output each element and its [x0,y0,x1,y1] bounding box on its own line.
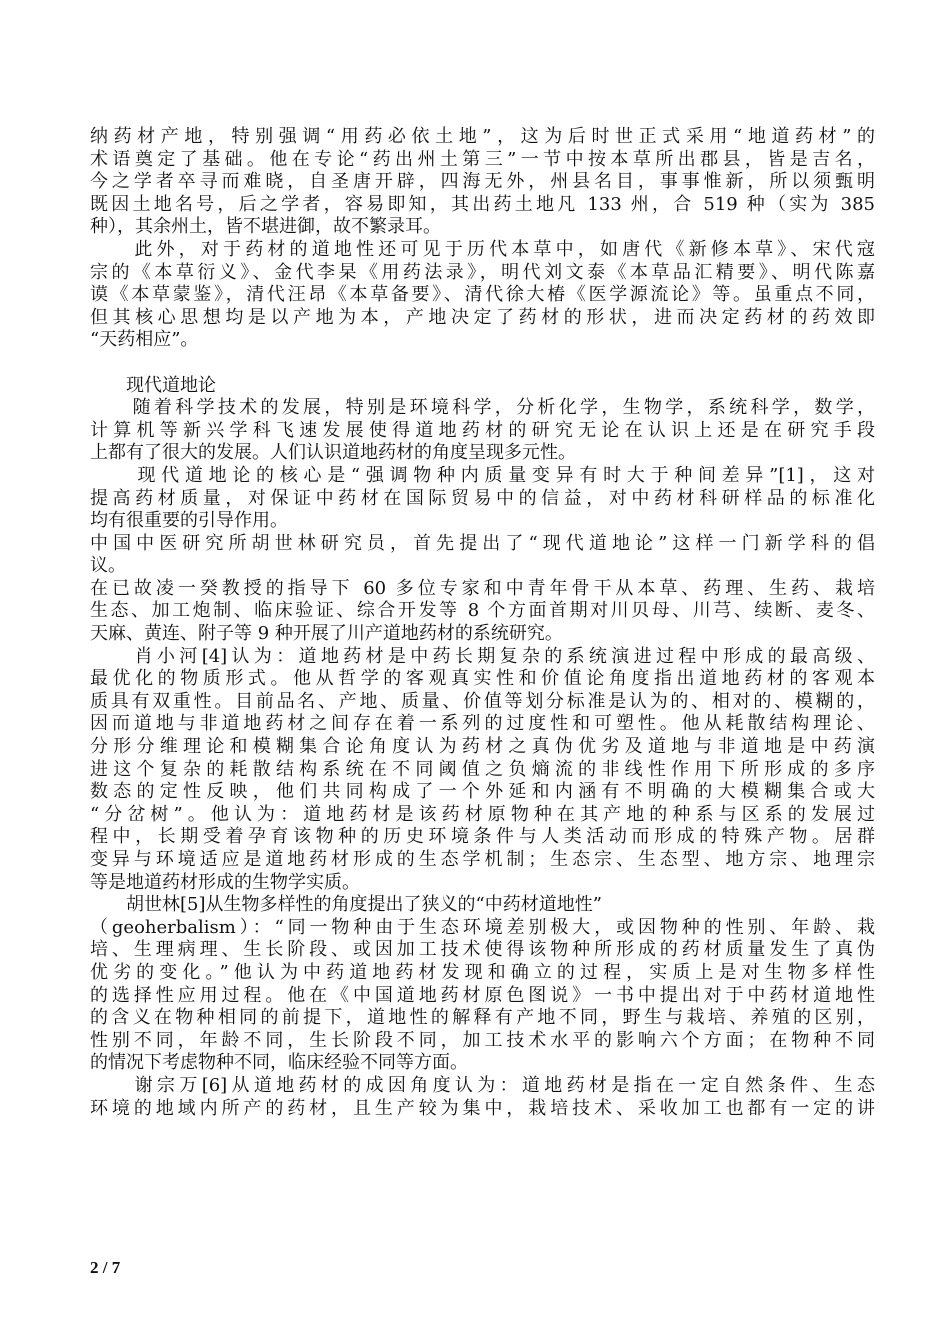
text-line: 程中，长期受着孕育该物种的历史环境条件与人类活动而形成的特殊产物。居群 [90,826,875,848]
text-line: 均有很重要的引导作用。 [90,510,288,532]
text-line: “分岔树”。他认为：道地药材是该药材原物种在其产地的种系与区系的发展过 [90,803,875,825]
text-line: 培、生理病理、生长阶段、或因加工技术使得该物种所形成的药材质量发生了真伪 [90,939,875,961]
text-line: 种），其余州土，皆不堪进御，故不繁录耳。 [90,216,441,238]
text-line: “天药相应”。 [90,329,199,351]
text-line: 宗的《本草衍义》、金代李杲《用药法录》，明代刘文泰《本草品汇精要》、明代陈嘉 [90,261,875,283]
text-line: 计算机等新兴学科飞速发展使得道地药材的研究无论在认识上还是在研究手段 [90,419,875,441]
text-line: 等是地道药材形成的生物学实质。 [90,871,360,893]
text-line: 提高药材质量，对保证中药材在国际贸易中的信益，对中药材科研样品的标准化 [90,487,875,509]
document-body [90,126,875,1120]
paragraph-gap [90,352,875,375]
text-line: 生态、加工炮制、临床验证、综合开发等 8 个方面首期对川贝母、川芎、续断、麦冬、 [90,600,875,622]
text-line: 议。 [90,555,126,577]
text-line: 谟《本草蒙鉴》，清代汪昂《本草备要》、清代徐大椿《医学源流论》等。虽重点不同， [90,284,875,306]
text-line: 现代道地论的核心是“强调物种内质量变异有时大于种间差异”[1]，这对 [90,464,875,486]
text-line: 的含义在物种相同的前提下，道地性的解释有产地不同，野生与栽培、养殖的区别， [90,1007,875,1029]
text-line: 的情况下考虑物种不同，临床经验不同等方面。 [90,1052,468,1074]
text-line: 既因土地名号，后之学者，容易即知，其出药土地凡 133 州，合 519 种（实为 385 [90,193,875,215]
text-line: 变异与环境适应是道地药材形成的生态学机制；生态宗、生态型、地方宗、地理宗 [90,849,875,870]
section-heading: 现代道地论 [90,374,216,396]
text-line: 的选择性应用过程。他在《中国道地药材原色图说》一书中提出对于中药材道地性 [90,984,875,1006]
text-line: 胡世林[5]从生物多样性的角度提出了狭义的“中药材道地性” [90,894,602,916]
text-line: 数态的定性反映，他们共同构成了一个外延和内涵有不明确的大模糊集合或大 [90,781,875,803]
text-line: 环境的地域内所产的药材，且生产较为集中，栽培技术、采收加工也都有一定的讲 [90,1097,875,1119]
text-line: 谢宗万[6]从道地药材的成因角度认为：道地药材是指在一定自然条件、生态 [90,1074,875,1096]
text-line: 因而道地与非道地药材之间存在着一系列的过度性和可塑性。他从耗散结构理论、 [90,713,875,735]
text-line: 肖小河[4]认为：道地药材是中药长期复杂的系统演进过程中形成的最高级、 [90,645,875,667]
text-line: 质具有双重性。目前品名、产地、质量、价值等划分标准是认为的、相对的、模糊的， [90,690,875,712]
text-line: 在已故凌一癸教授的指导下 60 多位专家和中青年骨干从本草、药理、生药、栽培 [90,577,875,599]
text-line: 分形分维理论和模糊集合论角度认为药材之真伪优劣及道地与非道地是中药演 [90,736,875,758]
text-line: （geoherbalism）：“同一物种由于生态环境差别极大，或因物种的性别、年龄、栽 [90,916,875,938]
text-line: 中国中医研究所胡世林研究员，首先提出了“现代道地论”这样一门新学科的倡 [90,532,875,554]
text-line: 术语奠定了基础。他在专论“药出州土第三”一节中按本草所出郡县，皆是吉名， [90,148,875,170]
text-line: 随着科学技术的发展，特别是环境科学，分析化学，生物学，系统科学，数学， [90,397,875,419]
text-line: 纳药材产地，特别强调“用药必依土地”，这为后时世正式采用“地道药材”的 [90,126,875,147]
page-number: 2 / 7 [90,1258,121,1277]
text-line: 上都有了很大的发展。人们认识道地药材的角度呈现多元性。 [90,442,576,464]
text-line: 今之学者卒寻而难晓，自圣唐开辟，四海无外，州县名目，事事惟新，所以须甄明 [90,171,875,193]
text-line: 天麻、黄连、附子等 9 种开展了川产道地药材的系统研究。 [90,623,563,645]
text-line: 但其核心思想均是以产地为本，产地决定了药材的形状，进而决定药材的药效即 [90,306,875,328]
text-line: 进这个复杂的耗散结构系统在不同阈值之负熵流的非线性作用下所形成的多序 [90,758,875,780]
text-line: 此外，对于药材的道地性还可见于历代本草中，如唐代《新修本草》、宋代寇 [90,238,875,260]
text-line: 性别不同，年龄不同，生长阶段不同，加工技术水平的影响六个方面；在物种不同 [90,1029,875,1051]
text-line: 最优化的物质形式。他从哲学的客观真实性和价值论角度指出道地药材的客观本 [90,668,875,690]
text-line: 优劣的变化。”他认为中药道地药材发现和确立的过程，实质上是对生物多样性 [90,961,875,983]
